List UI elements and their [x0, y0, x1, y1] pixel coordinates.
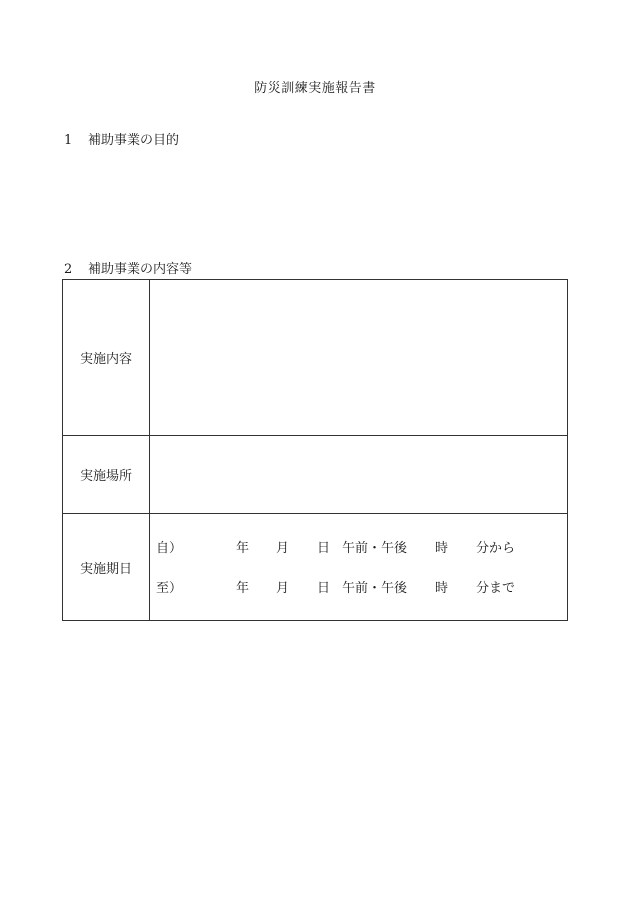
to-suffix: 分まで: [476, 581, 516, 596]
from-day-unit: 日: [317, 541, 331, 556]
from-ampm: 午前・午後: [342, 541, 408, 556]
section-number: 1: [64, 133, 73, 148]
section-title: 補助事業の内容等: [88, 262, 193, 277]
from-hour-unit: 時: [435, 541, 449, 556]
section-number: 2: [64, 262, 73, 277]
to-day-unit: 日: [317, 581, 331, 596]
from-year-unit: 年: [236, 541, 250, 556]
details-table: [62, 279, 568, 621]
to-hour-unit: 時: [435, 581, 449, 596]
from-month-unit: 月: [276, 541, 290, 556]
period-field[interactable]: [150, 514, 568, 621]
table-row-period: [63, 514, 568, 621]
period-label: 実施期日: [63, 514, 150, 621]
to-month-unit: 月: [276, 581, 290, 596]
document-title: 防災訓練実施報告書: [254, 81, 376, 96]
to-prefix: 至）: [156, 581, 183, 596]
period-from-line: [156, 537, 567, 557]
from-suffix: 分から: [476, 541, 516, 556]
table-row-place: [63, 436, 568, 514]
from-prefix: 自）: [156, 541, 183, 556]
to-year-unit: 年: [236, 581, 250, 596]
place-field[interactable]: [150, 436, 568, 514]
content-field[interactable]: [150, 280, 568, 436]
section-heading-purpose: [64, 129, 179, 148]
content-label: 実施内容: [63, 280, 150, 436]
table-row-content: [63, 280, 568, 436]
section-heading-details: [64, 258, 192, 277]
to-ampm: 午前・午後: [342, 581, 408, 596]
section-title: 補助事業の目的: [88, 133, 180, 148]
place-label: 実施場所: [63, 436, 150, 514]
period-to-line: [156, 577, 567, 597]
